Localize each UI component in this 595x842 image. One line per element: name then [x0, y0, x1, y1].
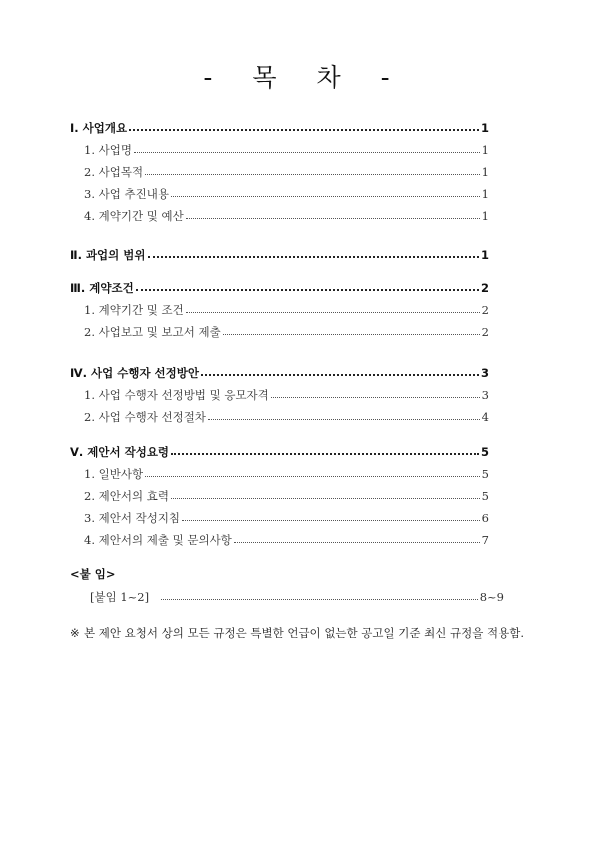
dot-leader — [186, 214, 480, 219]
toc-section-label: Ⅴ. 제안서 작성요령 — [70, 445, 170, 459]
toc-section-label: Ⅰ. 사업개요 — [70, 121, 128, 135]
toc-item[interactable] — [84, 142, 489, 158]
toc-title: - 목 차 - — [203, 63, 392, 92]
toc-page-number: 5 — [481, 467, 489, 481]
toc-item[interactable] — [84, 510, 489, 526]
toc-item[interactable] — [84, 409, 489, 425]
toc-page-number: 1 — [481, 143, 489, 157]
toc-section-2[interactable] — [70, 247, 489, 263]
toc-page-number: 7 — [481, 533, 489, 547]
toc-section-3[interactable] — [70, 280, 489, 296]
toc-item[interactable] — [84, 488, 489, 504]
toc-page-number: 1 — [481, 165, 489, 179]
dot-leader — [186, 308, 480, 313]
footnote-text: 본 제안 요청서 상의 모든 규정은 특별한 언급이 없는한 공고일 기준 최신 규정을 적용함. — [84, 626, 524, 640]
attachment-entry[interactable] — [90, 589, 504, 605]
dot-leader — [171, 192, 480, 197]
toc-item-label: 4. 계약기간 및 예산 — [84, 209, 184, 223]
toc-section-label: Ⅱ. 과업의 범위 — [70, 248, 146, 262]
dot-leader — [223, 330, 480, 335]
toc-page-number: 2 — [481, 325, 489, 339]
dot-leader — [134, 148, 480, 153]
toc-page-number: 1 — [481, 209, 489, 223]
dot-leader — [145, 472, 480, 477]
toc-page-number: 4 — [481, 410, 489, 424]
toc-page-number: 5 — [481, 489, 489, 503]
toc-page-number: 2 — [480, 281, 489, 295]
attachments-heading: <붙 임> — [70, 567, 116, 581]
toc-page-number: 3 — [481, 388, 489, 402]
toc-page-number: 1 — [481, 187, 489, 201]
reference-mark-icon: ※ — [70, 626, 80, 640]
toc-item[interactable] — [84, 466, 489, 482]
toc-item[interactable] — [84, 532, 489, 548]
dot-leader — [148, 252, 479, 258]
toc-section-1[interactable] — [70, 120, 489, 136]
toc-section-5[interactable] — [70, 444, 489, 460]
toc-item-label: 1. 사업 수행자 선정방법 및 응모자격 — [84, 388, 269, 402]
toc-page-number: 5 — [480, 445, 489, 459]
dot-leader — [145, 170, 480, 175]
toc-item-label: 4. 제안서의 제출 및 문의사항 — [84, 533, 232, 547]
toc-section-4[interactable] — [70, 365, 489, 381]
attachment-label: [붙임 1~2] — [90, 590, 150, 604]
toc-item-label: 2. 사업보고 및 보고서 제출 — [84, 325, 221, 339]
toc-item[interactable] — [84, 164, 489, 180]
dot-leader — [171, 449, 479, 455]
toc-item-label: 2. 제안서의 효력 — [84, 489, 169, 503]
toc-page-number: 2 — [481, 303, 489, 317]
toc-item[interactable] — [84, 208, 489, 224]
dot-leader — [201, 370, 479, 376]
toc-item[interactable] — [84, 387, 489, 403]
dot-leader — [234, 538, 480, 543]
toc-page-number: 1 — [480, 248, 489, 262]
toc-item-label: 2. 사업 수행자 선정절차 — [84, 410, 206, 424]
toc-item-label: 1. 사업명 — [84, 143, 132, 157]
toc-item[interactable] — [84, 302, 489, 318]
dot-leader — [171, 494, 480, 499]
toc-page-number: 6 — [481, 511, 489, 525]
toc-page-number: 1 — [480, 121, 489, 135]
dot-leader — [129, 125, 479, 131]
toc-page-number: 8~9 — [479, 590, 504, 604]
toc-item[interactable] — [84, 186, 489, 202]
dot-leader — [271, 393, 480, 398]
toc-item-label: 2. 사업목적 — [84, 165, 144, 179]
dot-leader — [182, 516, 480, 521]
toc-item[interactable] — [84, 324, 489, 340]
footnote — [70, 624, 535, 642]
toc-item-label: 1. 계약기간 및 조건 — [84, 303, 184, 317]
toc-item-label: 3. 사업 추진내용 — [84, 187, 169, 201]
toc-section-label: Ⅲ. 계약조건 — [70, 281, 134, 295]
toc-item-label: 3. 제안서 작성지침 — [84, 511, 181, 525]
dot-leader — [136, 285, 479, 291]
dot-leader — [208, 415, 480, 420]
toc-page-number: 3 — [480, 366, 489, 380]
toc-section-label: Ⅳ. 사업 수행자 선정방안 — [70, 366, 199, 380]
dot-leader — [161, 595, 478, 600]
toc-item-label: 1. 일반사항 — [84, 467, 144, 481]
